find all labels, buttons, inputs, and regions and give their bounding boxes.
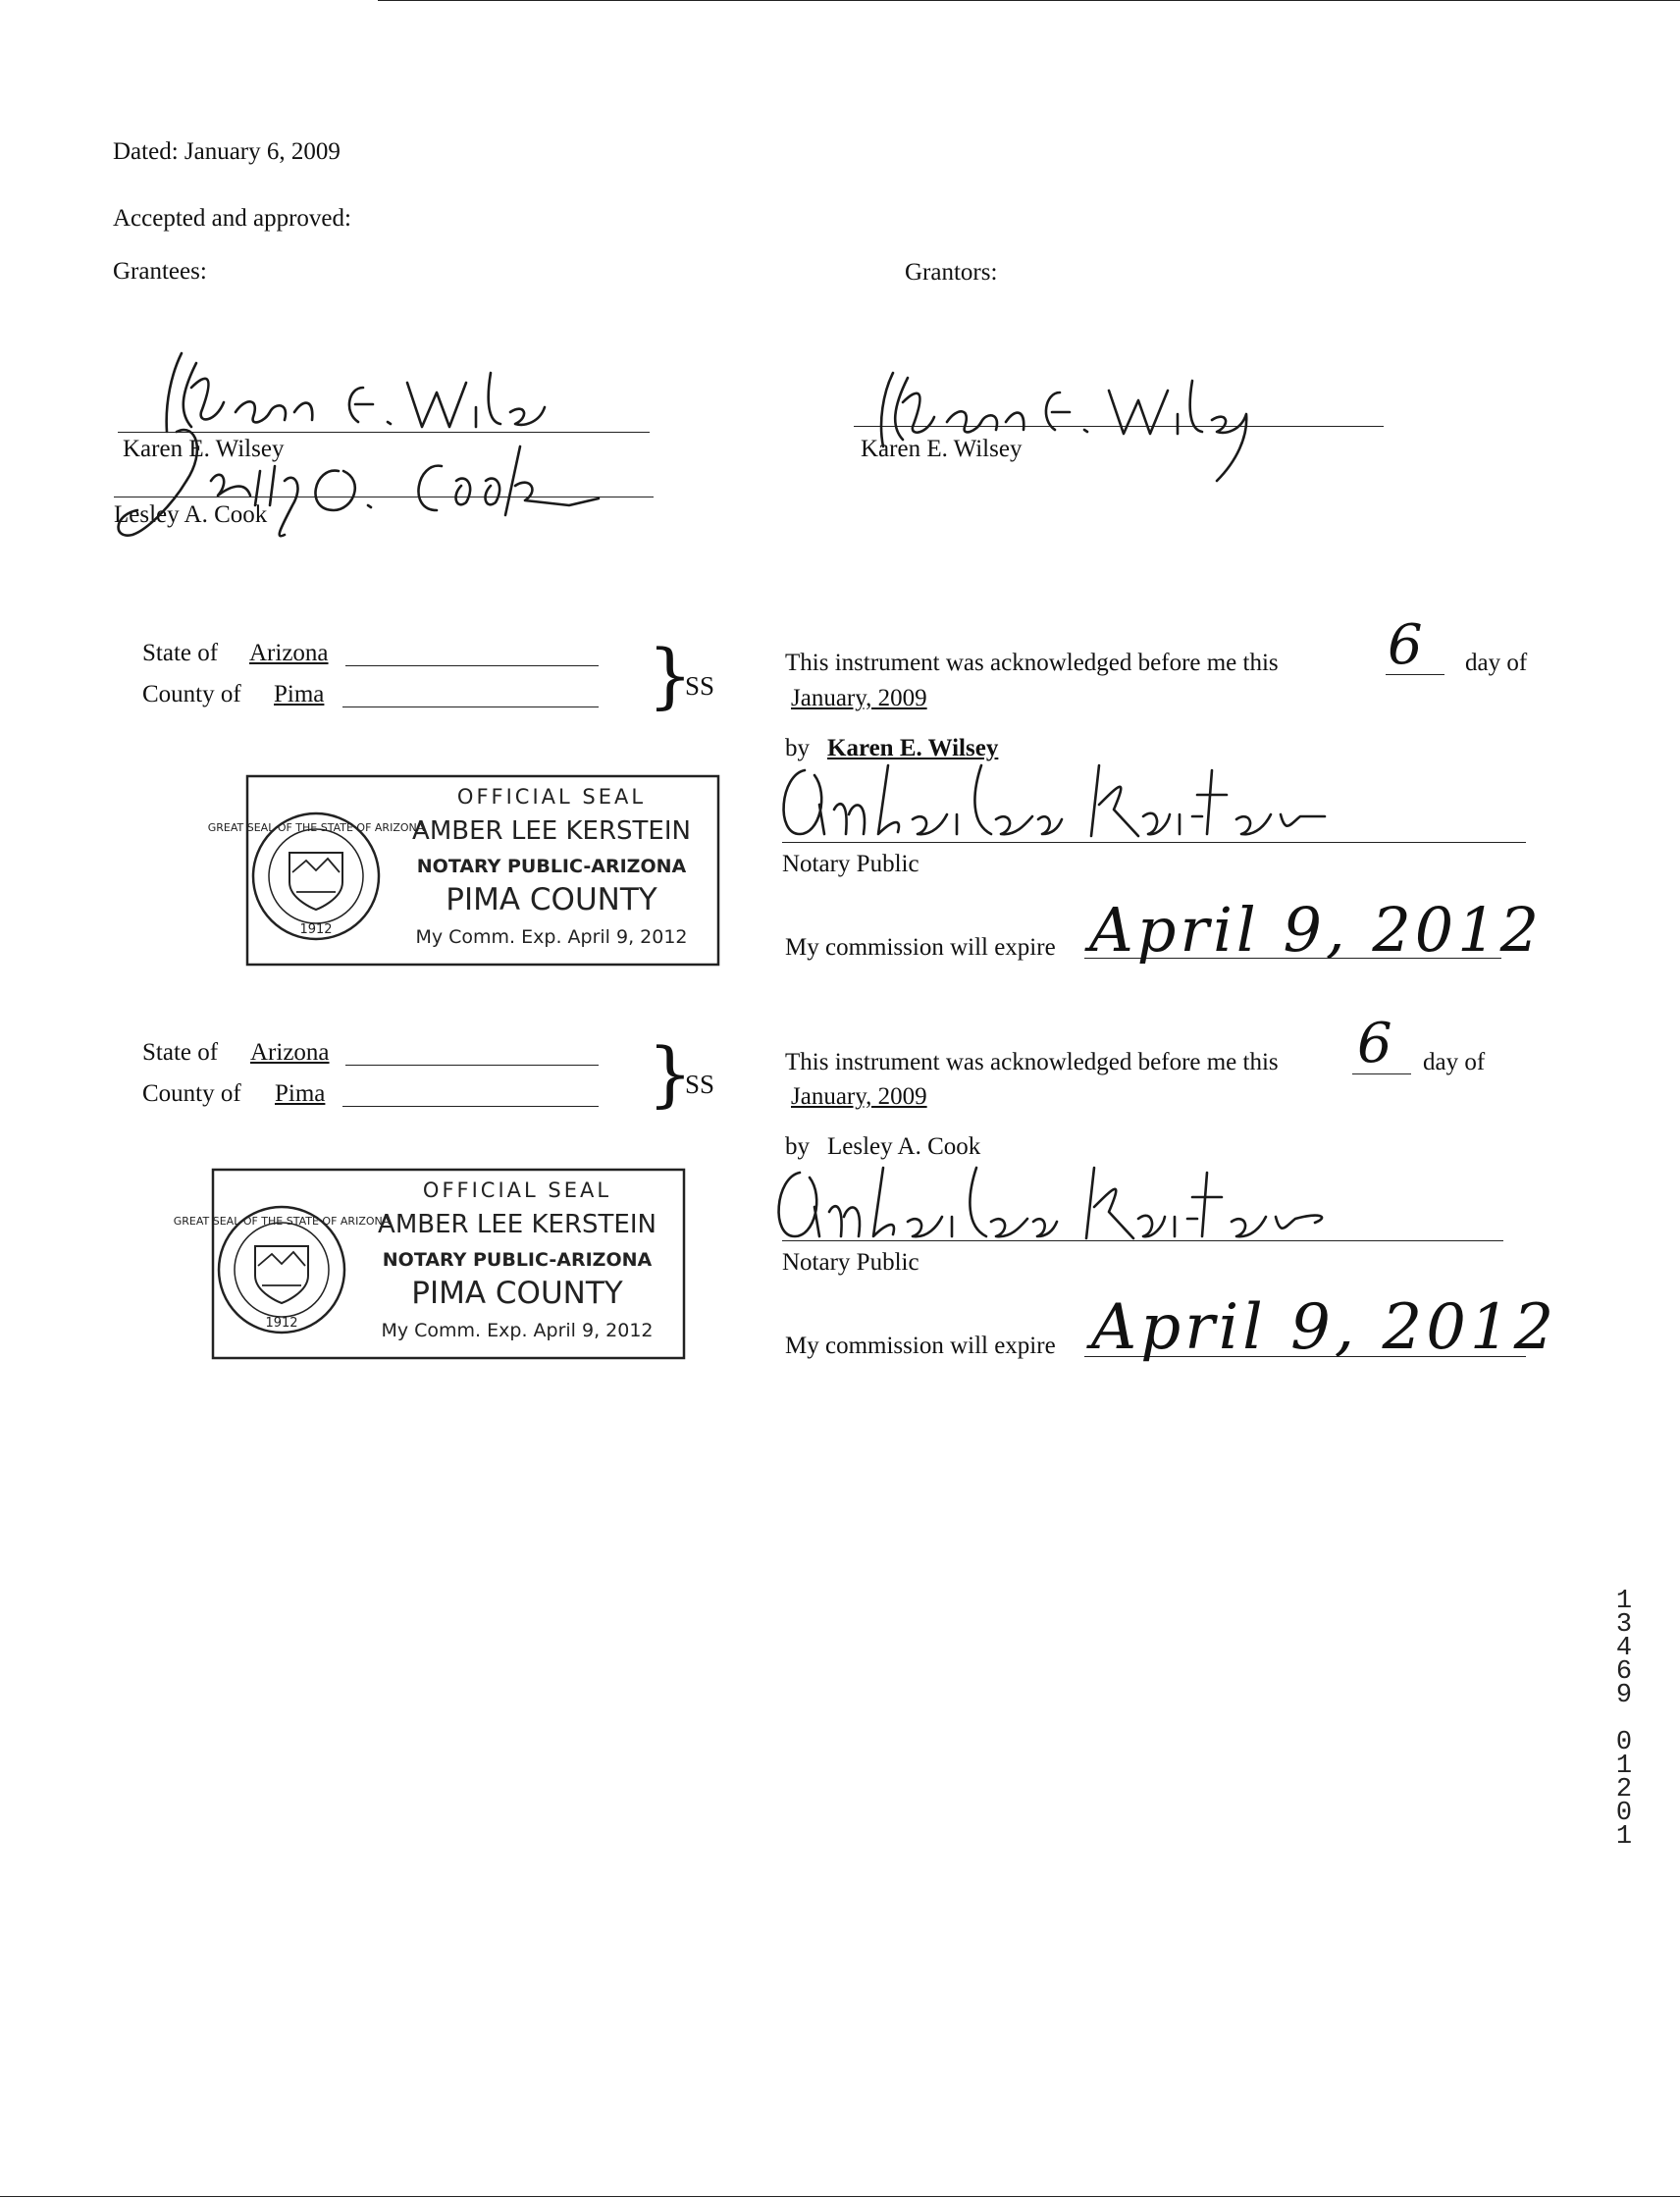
ack1-ss: SS — [685, 671, 715, 701]
ack1-state-value: Arizona — [249, 640, 329, 666]
ack2-brace: } — [648, 1032, 693, 1115]
ack1-notary-label: Notary Public — [782, 851, 919, 877]
ack1-notary-line — [782, 842, 1526, 843]
seal2-title: OFFICIAL SEAL — [422, 1178, 612, 1202]
ack1-state-label: State of — [142, 640, 219, 666]
seal2-name: AMBER LEE KERSTEIN — [378, 1210, 656, 1239]
ack2-by-name: Lesley A. Cook — [827, 1133, 981, 1160]
ack2-notary-label: Notary Public — [782, 1249, 919, 1276]
grantee2-signature — [108, 412, 618, 540]
ack2-state-line — [345, 1065, 599, 1066]
ack1-commission-handwritten: April 9, 2012 — [1089, 894, 1544, 966]
seal2-expires: My Comm. Exp. April 9, 2012 — [381, 1320, 654, 1341]
grantees-label: Grantees: — [113, 258, 207, 285]
ack2-notary-signature — [770, 1158, 1359, 1246]
seal1-name: AMBER LEE KERSTEIN — [412, 816, 691, 846]
ack2-commission-label: My commission will expire — [785, 1333, 1056, 1359]
ack1-day-handwritten: 6 — [1388, 613, 1423, 677]
ack1-brace: } — [648, 634, 693, 716]
ack2-notary-line — [782, 1240, 1503, 1241]
ack2-month-year: January, 2009 — [791, 1083, 927, 1110]
ack1-ack-text: This instrument was acknowledged before me this — [785, 650, 1279, 676]
ack1-county-label: County of — [142, 681, 241, 707]
ack1-month-year: January, 2009 — [791, 685, 927, 711]
seal2-year: 1912 — [265, 1316, 298, 1331]
top-rule — [378, 0, 1680, 1]
ack1-county-value: Pima — [274, 681, 325, 707]
margin-record-number: 1 3 4 6 9 0 1 2 0 1 — [1615, 1587, 1633, 1852]
seal2-ring-text: GREAT SEAL OF THE STATE OF ARIZONA — [173, 1215, 391, 1228]
grantor1-name: Karen E. Wilsey — [861, 436, 1023, 462]
ack2-commission-handwritten: April 9, 2012 — [1091, 1291, 1558, 1364]
bottom-rule — [0, 2196, 1680, 2197]
ack2-county-label: County of — [142, 1080, 241, 1107]
ack1-state-line — [345, 665, 599, 666]
ack2-county-line — [342, 1106, 599, 1107]
grantee2-name: Lesley A. Cook — [114, 501, 268, 528]
grantor1-signature — [864, 343, 1305, 481]
ack2-state-value: Arizona — [250, 1039, 330, 1066]
seal1-ring-text: GREAT SEAL OF THE STATE OF ARIZONA — [207, 821, 425, 834]
ack2-day-of: day of — [1423, 1049, 1486, 1075]
notary-seal-2 — [173, 1168, 686, 1360]
seal2-county: PIMA COUNTY — [411, 1276, 623, 1311]
accepted-line: Accepted and approved: — [113, 205, 351, 232]
ack2-by: by — [785, 1133, 810, 1160]
grantee1-name: Karen E. Wilsey — [123, 436, 285, 462]
seal1-title: OFFICIAL SEAL — [456, 785, 647, 809]
ack2-ack-text: This instrument was acknowledged before me this — [785, 1049, 1279, 1075]
notary-seal-1 — [207, 774, 720, 967]
ack1-county-line — [342, 706, 599, 707]
ack1-by: by — [785, 735, 810, 761]
ack2-day-handwritten: 6 — [1357, 1012, 1392, 1075]
ack1-notary-signature — [775, 756, 1364, 844]
ack2-ss: SS — [685, 1070, 715, 1099]
ack2-state-label: State of — [142, 1039, 219, 1066]
seal1-year: 1912 — [299, 922, 333, 937]
ack2-county-value: Pima — [275, 1080, 326, 1107]
ack1-commission-label: My commission will expire — [785, 934, 1056, 961]
seal1-county: PIMA COUNTY — [446, 882, 657, 917]
grantors-label: Grantors: — [905, 259, 998, 286]
seal2-role: NOTARY PUBLIC-ARIZONA — [382, 1249, 653, 1271]
seal1-expires: My Comm. Exp. April 9, 2012 — [415, 926, 688, 948]
dated-line: Dated: January 6, 2009 — [113, 138, 341, 165]
ack1-by-name: Karen E. Wilsey — [827, 735, 999, 761]
seal1-role: NOTARY PUBLIC-ARIZONA — [416, 856, 687, 877]
ack1-day-of: day of — [1465, 650, 1528, 676]
